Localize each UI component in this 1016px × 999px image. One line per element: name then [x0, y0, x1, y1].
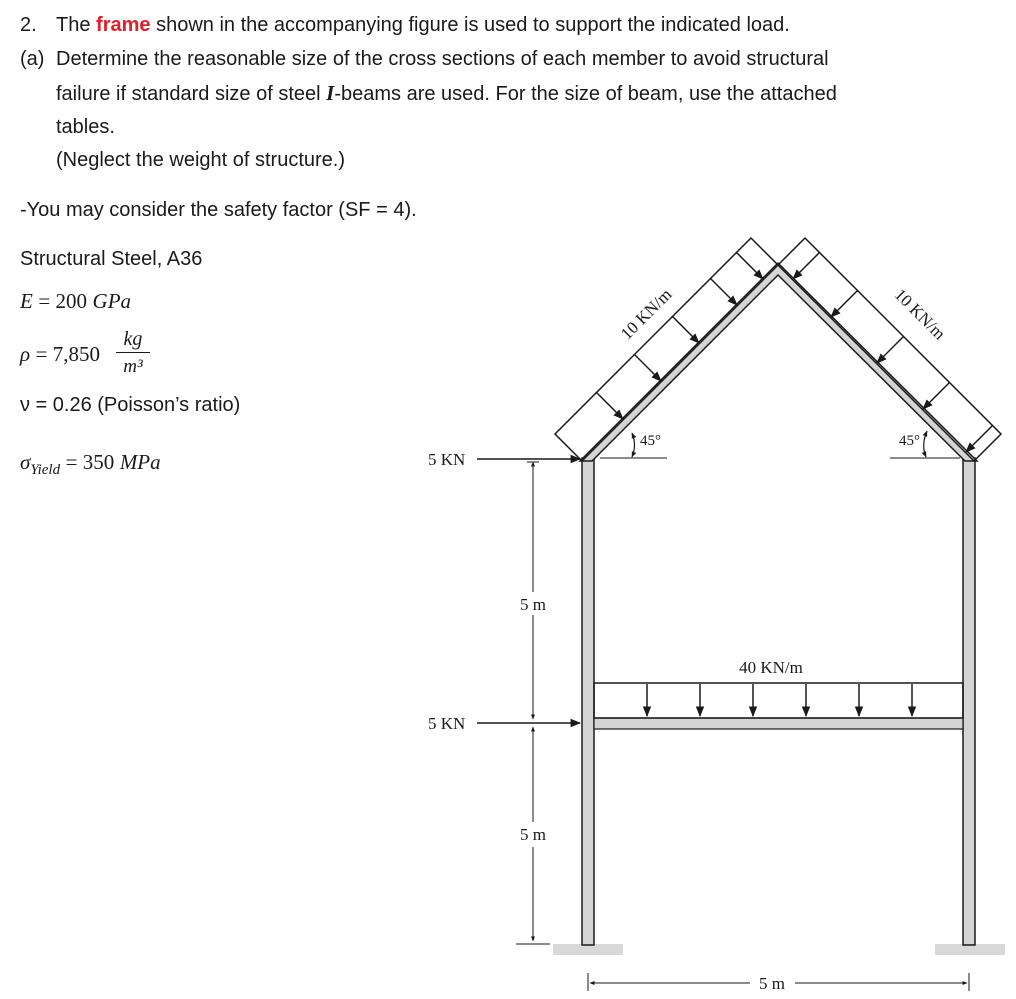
part-a-line3: tables. [56, 116, 115, 138]
dim-lower-label: 5 m [520, 825, 546, 844]
roof-load-left [555, 238, 778, 461]
material-name: Structural Steel, A36 [20, 248, 203, 270]
angle-left-label: 45° [640, 433, 661, 449]
problem-number: 2. [20, 14, 37, 36]
vertical-dimension-upper [527, 462, 539, 723]
top-point-load-label: 5 KN [428, 450, 466, 469]
density-numerator: kg [123, 328, 143, 350]
part-a-line2-before: failure if standard size of steel [56, 83, 321, 105]
roof-load-right-label: 10 KN/m [890, 284, 950, 344]
floor-load-box [594, 683, 963, 718]
right-column [963, 458, 975, 945]
dim-width-label: 5 m [759, 974, 785, 993]
neglect-weight-note: (Neglect the weight of structure.) [56, 149, 346, 171]
sigma-subscript: Yield [30, 462, 61, 478]
density-symbol: ρ [20, 342, 31, 366]
left-column [582, 458, 594, 945]
modulus-symbol: E [20, 289, 33, 313]
density-denominator: m³ [123, 356, 143, 377]
mid-point-load-label: 5 KN [428, 714, 466, 733]
frame-highlight: frame [96, 14, 151, 36]
i-beam-symbol: I [326, 81, 335, 105]
modulus-value: = 200 [38, 289, 87, 313]
intro-text-before: The [56, 14, 91, 36]
part-label: (a) [20, 48, 45, 70]
yield-value: = 350 [65, 450, 115, 474]
part-a-line2-after: -beams are used. For the size of beam, use the attached [334, 83, 837, 105]
angle-right-label: 45° [899, 433, 920, 449]
sigma-symbol: σ [20, 450, 31, 474]
roof-load-left-label: 10 KN/m [616, 284, 676, 344]
poisson-ratio-line: ν = 0.26 (Poisson’s ratio) [20, 394, 241, 416]
modulus-unit: GPa [92, 289, 132, 313]
roof-load-right [778, 238, 1001, 461]
yield-unit: MPa [119, 450, 161, 474]
density-value: = 7,850 [35, 342, 100, 366]
floor-load-label: 40 KN/m [739, 658, 803, 677]
intro-text-after: shown in the accompanying figure is used to support the indicated load. [156, 14, 790, 36]
floor-beam [594, 718, 963, 729]
part-a-line1: Determine the reasonable size of the cross sections of each member to avoid structural [56, 48, 829, 70]
roof-rafters [580, 263, 977, 461]
dim-upper-label: 5 m [520, 595, 546, 614]
safety-factor-line: -You may consider the safety factor (SF = 4). [20, 199, 417, 221]
